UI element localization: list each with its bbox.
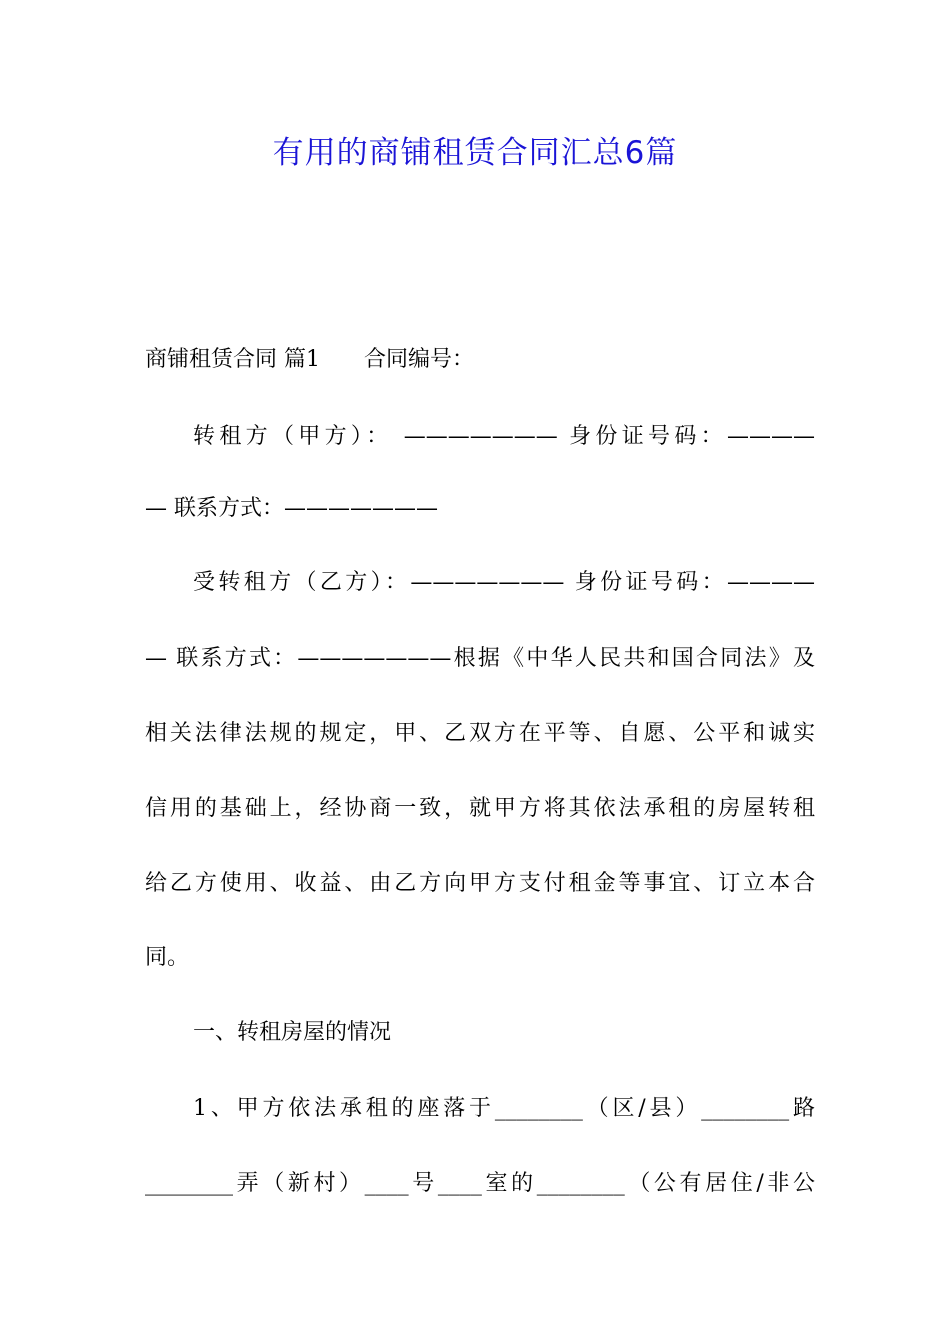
paragraph-line: — 联系方式：———————根据《中华人民共和国合同法》及 xyxy=(145,646,815,671)
paragraph-line: 同。 xyxy=(145,945,190,970)
paragraph-line: 转租方（甲方）： ——————— 身份证号码：———— xyxy=(193,424,815,449)
paragraph-line: 信用的基础上，经协商一致，就甲方将其依法承租的房屋转租 xyxy=(145,796,815,821)
paragraph-line: 相关法律法规的规定，甲、乙双方在平等、自愿、公平和诚实 xyxy=(145,721,815,746)
section-subheading: 一、转租房屋的情况 xyxy=(193,1020,392,1045)
paragraph-line: — 联系方式：——————— xyxy=(145,496,438,521)
paragraph-line: ________弄（新村）____号____室的________（公有居住/非公 xyxy=(145,1171,815,1196)
section-header-line xyxy=(145,343,815,377)
paragraph-line: 给乙方使用、收益、由乙方向甲方支付租金等事宜、订立本合 xyxy=(145,871,815,896)
contract-number-label: 合同编号： xyxy=(364,347,475,372)
paragraph-line: 受转租方（乙方）：——————— 身份证号码：———— xyxy=(193,570,815,595)
document-title: 有用的商铺租赁合同汇总6篇 xyxy=(272,135,678,171)
paragraph-line: 1、甲方依法承租的座落于________（区/县）________路 xyxy=(193,1096,815,1121)
section-heading: 商铺租赁合同 篇1 xyxy=(145,347,320,372)
